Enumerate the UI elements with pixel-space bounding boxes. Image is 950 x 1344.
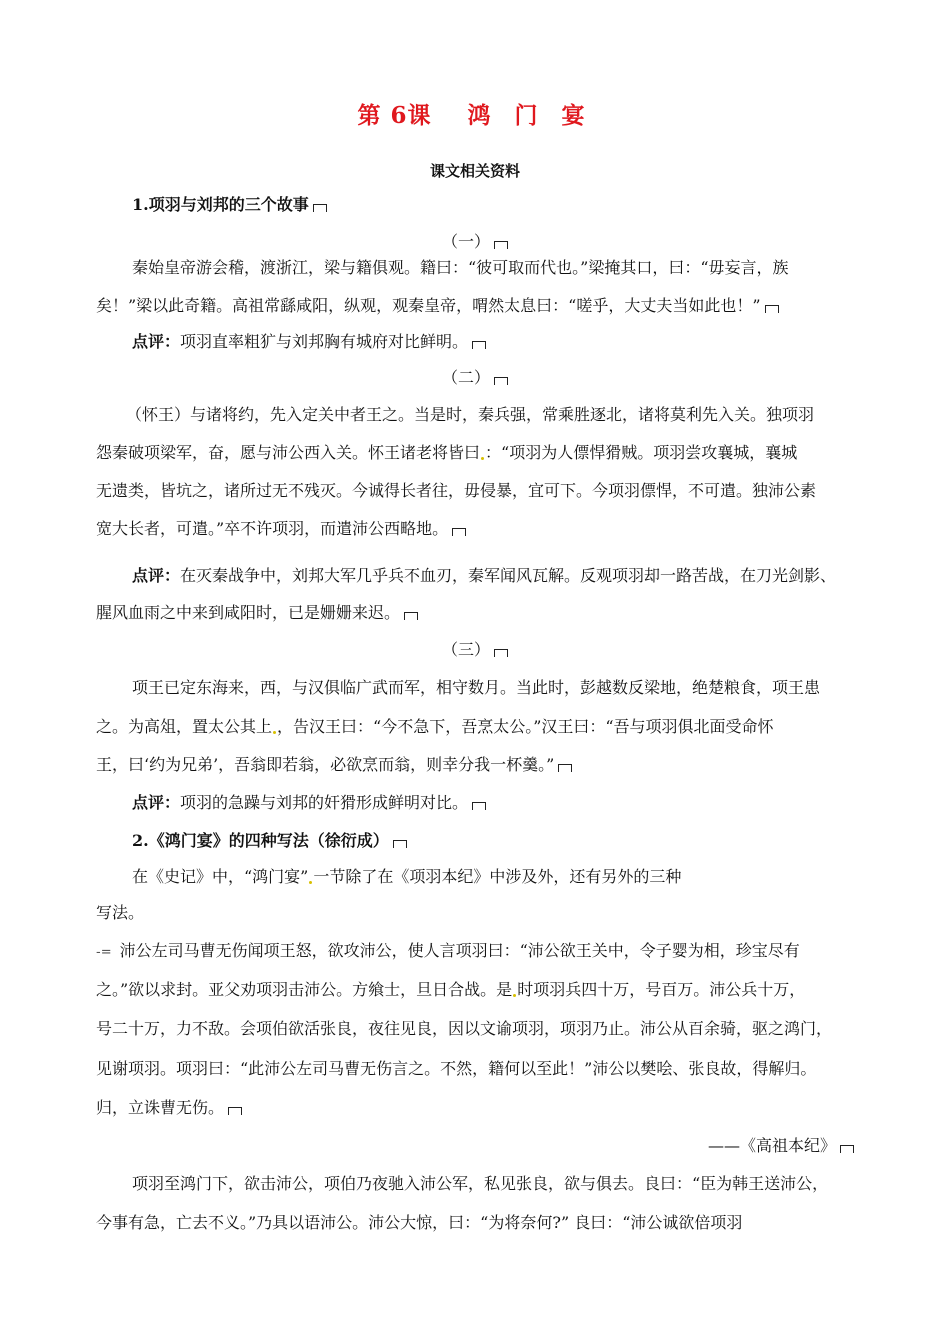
story1-line-2-text: 矣！”梁以此奇籍。高祖常繇咸阳，纵观，观秦皇帝，喟然太息曰：“嗟乎，大丈夫当如此也！” [96,296,761,315]
paragraph-mark-icon [494,241,508,249]
story2-label-text: （二） [441,368,490,387]
story1-line-2 [96,296,779,316]
p1-line-2 [96,980,805,1000]
story2-comment-2 [96,603,418,623]
story2-line-4 [96,519,466,539]
p2-line-2: 今事有急，亡去不义。”乃具以语沛公。沛公大惊，曰：“为将奈何?” 良曰：“沛公诚欲倍项羽 [96,1213,743,1232]
story2-line-2b: ：“项羽为人僄悍猾贼。项羽尝攻襄城，襄城 [485,443,798,462]
story3-line-2a: 之。为高俎，置太公其上 [96,717,273,736]
section2-intro [132,867,681,887]
marker-dot-icon [481,457,484,460]
p1-line-4: 见谢项羽。项羽曰：“此沛公左司马曹无伤言之。不然，籍何以至此！”沛公以樊哙、张良故，得解归。 [96,1059,817,1078]
story3-comment [132,793,486,813]
section1-heading [132,195,327,215]
paragraph-mark-icon [765,305,779,313]
paragraph-mark-icon [558,764,572,772]
section2-intro-2: 写法。 [96,903,145,922]
comment-text: 项羽的急躁与刘邦的奸猾形成鲜明对比。 [180,793,469,812]
story2-line-2 [96,443,797,463]
paragraph-mark-icon [840,1145,854,1153]
paragraph-mark-icon [494,649,508,657]
story3-label-text: （三） [441,640,490,659]
story1-line-1: 秦始皇帝游会稽，渡浙江，梁与籍俱观。籍曰：“彼可取而代也。”梁掩其口，曰：“毋妄言，族 [132,258,789,277]
lesson-title [0,97,950,130]
paragraph-mark-icon [472,802,486,810]
story1-comment [132,332,486,352]
story3-line-3-text: 王，曰‘约为兄弟’，吾翁即若翁，必欲烹而翁，则幸分我一杯羹。” [96,755,555,774]
p1-line-5 [96,1098,242,1118]
p1-line-3: 号二十万，力不敌。会项伯欲活张良，夜往见良，因以文谕项羽，项羽乃止。沛公从百余骑，驱之鸿门， [96,1019,833,1038]
story3-line-3 [96,755,572,775]
section2-heading-text: 2.《鸿门宴》的四种写法（徐衍成） [132,831,389,850]
story2-line-3: 无遗类，皆坑之，诸所过无不残灭。今诚得长者往，毋侵暴，宜可下。今项羽僄悍，不可遣。独沛公素 [96,481,817,500]
p1-line-1 [96,941,800,963]
section2-intro-a: 在《史记》中，“鸿门宴” [132,867,309,886]
marker-dot-icon [273,731,276,734]
story2-line-2a: 怨秦破项梁军，奋，愿与沛公西入关。怀王诸老将皆曰 [96,443,481,462]
comment-label: 点评： [132,332,181,351]
story3-line-1: 项王已定东海来，西，与汉俱临广武而军，相守数月。当此时，彭越数反梁地，绝楚粮食，项王患 [132,678,821,697]
p1-line-1-text: 沛公左司马曹无伤闻项王怒，欲攻沛公，使人言项羽曰：“沛公欲王关中，令子婴为相，珍宝尽有 [119,941,800,960]
comment-text: 腥风血雨之中来到咸阳时，已是姗姗来迟。 [96,603,401,622]
paragraph-mark-icon [313,204,327,212]
list-marker: -= [96,945,112,960]
p1-line-2b: 时项羽兵四十万，号百万。沛公兵十万， [517,980,806,999]
source-citation-text: ——《高祖本纪》 [707,1136,836,1155]
source-citation [708,1136,854,1156]
story2-label [0,368,950,388]
comment-label: 点评： [132,566,181,585]
story2-line-1: （怀王）与诸将约，先入定关中者王之。当是时，秦兵强，常乘胜逐北，诸将莫利先入关。独项羽 [126,405,815,424]
comment-text: 在灭秦战争中，刘邦大军几乎兵不血刃，秦军闻风瓦解。反观项羽却一路苦战，在刀光剑影、 [180,566,837,585]
story3-line-2b: ，告汉王曰：“今不急下，吾烹太公。”汉王曰：“吾与项羽俱北面受命怀 [277,717,774,736]
comment-label: 点评： [132,793,181,812]
lesson-name: 鸿 门 宴 [467,102,593,129]
section1-heading-text: 1.项羽与刘邦的三个故事 [132,195,309,214]
marker-dot-icon [513,994,516,997]
p1-line-2a: 之。”欲以求封。亚父劝项羽击沛公。方飨士，旦日合战。是 [96,980,513,999]
comment-text: 项羽直率粗犷与刘邦胸有城府对比鲜明。 [180,332,469,351]
story1-label-text: （一） [441,232,490,251]
section2-heading [132,831,407,851]
story3-label [0,640,950,660]
paragraph-mark-icon [393,840,407,848]
p1-line-5-text: 归，立诛曹无伤。 [96,1098,225,1117]
paragraph-mark-icon [494,377,508,385]
paragraph-mark-icon [452,528,466,536]
paragraph-mark-icon [404,612,418,620]
paragraph-mark-icon [228,1107,242,1115]
story1-label [0,232,950,252]
paragraph-mark-icon [472,341,486,349]
story2-line-4-text: 宽大长者，可遣。”卒不许项羽，而遣沛公西略地。 [96,519,449,538]
story2-comment-1 [132,566,836,586]
p2-line-1: 项羽至鸿门下，欲击沛公，项伯乃夜驰入沛公军，私见张良，欲与俱去。良曰：“臣为韩王送沛公， [132,1174,829,1193]
story3-line-2 [96,717,774,737]
section-subtitle: 课文相关资料 [429,162,520,180]
marker-dot-icon [309,881,312,884]
section2-intro-b: 一节除了在《项羽本纪》中涉及外，还有另外的三种 [313,867,682,886]
lesson-number: 第 6课 [357,102,432,129]
